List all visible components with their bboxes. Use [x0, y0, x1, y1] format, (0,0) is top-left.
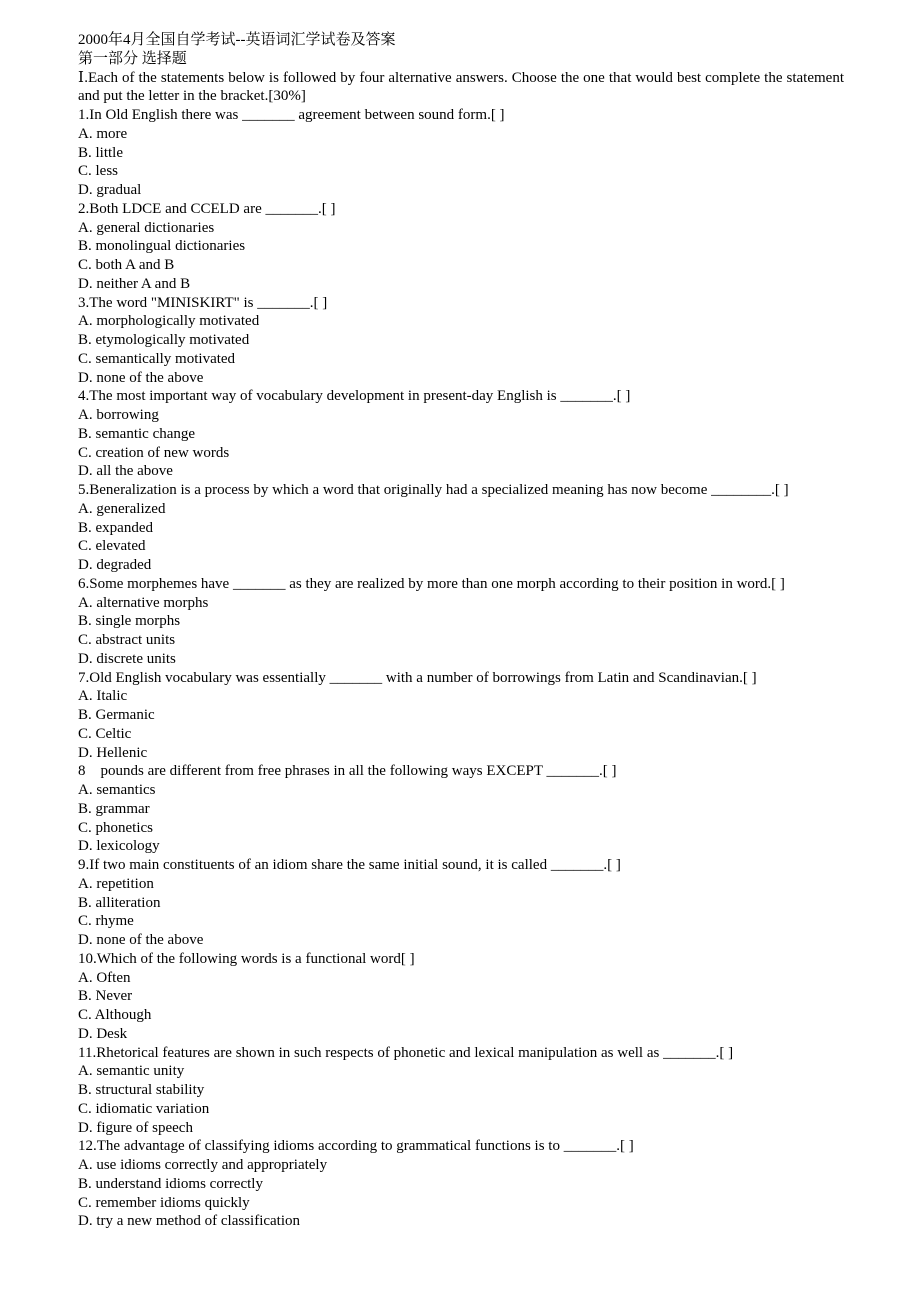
question-stem: 1.In Old English there was _______ agreement between sound form.[ ]: [78, 107, 505, 123]
answer-option: B. structural stability: [78, 1082, 205, 1098]
answer-option: C. both A and B: [78, 257, 175, 273]
answer-option: D. figure of speech: [78, 1119, 193, 1136]
answer-option: A. use idioms correctly and appropriately: [78, 1157, 328, 1173]
question-block: [78, 856, 844, 950]
question-block: [78, 575, 844, 669]
question-stem: 6.Some morphemes have _______ as they are realized by more than one morph according to their position in word.[ ]: [78, 575, 785, 592]
question-stem: 2.Both LDCE and CCELD are _______.[ ]: [78, 200, 336, 217]
question-list: [78, 106, 844, 1231]
answer-option: C. less: [78, 163, 119, 180]
answer-option: A. repetition: [78, 875, 154, 892]
answer-option: B. etymologically motivated: [78, 332, 250, 348]
answer-option: B. grammar: [78, 800, 150, 817]
question-block: [78, 106, 844, 200]
question-stem: 10.Which of the following words is a functional word[ ]: [78, 950, 415, 967]
question-stem: 5.Beneralization is a process by which a word that originally had a specialized meaning has now become ________.[ ]: [78, 482, 789, 498]
answer-option: C. idiomatic variation: [78, 1100, 210, 1117]
answer-option: C. rhyme: [78, 913, 134, 930]
answer-option: B. single morphs: [78, 613, 181, 630]
question-block: [78, 950, 844, 1044]
answer-option: D. degraded: [78, 557, 152, 573]
answer-option: C. remember idioms quickly: [78, 1194, 250, 1211]
document-page: [78, 31, 844, 1231]
answer-option: A. Italic: [78, 688, 128, 705]
answer-option: B. little: [78, 144, 123, 161]
part-heading: 第一部分 选择题: [78, 50, 187, 67]
answer-option: A. morphologically motivated: [78, 313, 260, 330]
answer-option: D. neither A and B: [78, 275, 191, 292]
question-block: [78, 669, 844, 763]
answer-option: C. Although: [78, 1007, 152, 1023]
answer-option: A. semantics: [78, 782, 156, 798]
answer-option: A. general dictionaries: [78, 219, 215, 236]
question-block: [78, 762, 844, 856]
question-stem: 12.The advantage of classifying idioms according to grammatical functions is to _______.[ ]: [78, 1138, 634, 1155]
question-stem: 3.The word "MINISKIRT" is _______.[ ]: [78, 294, 328, 311]
answer-option: A. semantic unity: [78, 1063, 185, 1080]
answer-option: A. alternative morphs: [78, 594, 209, 611]
question-stem: 9.If two main constituents of an idiom share the same initial sound, it is called _______.[ ]: [78, 857, 621, 873]
answer-option: B. Never: [78, 988, 133, 1005]
answer-option: D. try a new method of classification: [78, 1213, 301, 1230]
answer-option: D. gradual: [78, 182, 142, 198]
answer-option: B. alliteration: [78, 894, 161, 911]
answer-option: D. all the above: [78, 463, 173, 480]
answer-option: A. generalized: [78, 500, 166, 517]
answer-option: B. semantic change: [78, 425, 196, 442]
question-block: [78, 1137, 844, 1231]
question-block: [78, 387, 844, 481]
answer-option: C. phonetics: [78, 819, 153, 836]
answer-option: B. expanded: [78, 519, 153, 536]
answer-option: A. borrowing: [78, 407, 159, 423]
answer-option: C. abstract units: [78, 632, 176, 648]
answer-option: D. Hellenic: [78, 744, 148, 761]
answer-option: D. Desk: [78, 1025, 128, 1042]
answer-option: C. creation of new words: [78, 444, 230, 461]
question-stem: 4.The most important way of vocabulary development in present-day English is _______.[ ]: [78, 388, 631, 405]
answer-option: D. lexicology: [78, 838, 160, 855]
answer-option: A. Often: [78, 969, 131, 986]
answer-option: C. semantically motivated: [78, 350, 236, 367]
answer-option: B. Germanic: [78, 707, 155, 723]
answer-option: C. Celtic: [78, 725, 132, 742]
answer-option: D. discrete units: [78, 650, 176, 667]
question-block: [78, 1044, 844, 1138]
answer-option: D. none of the above: [78, 932, 204, 948]
answer-option: B. monolingual dictionaries: [78, 238, 246, 255]
question-block: [78, 200, 844, 294]
answer-option: C. elevated: [78, 538, 146, 555]
question-stem: 7.Old English vocabulary was essentially _______ with a number of borrowings from Latin and Scandinavian.[ ]: [78, 669, 757, 686]
question-stem: 11.Rhetorical features are shown in such respects of phonetic and lexical manipulation as well as _______.[ ]: [78, 1044, 734, 1061]
document-title: 2000年4月全国自学考试--英语词汇学试卷及答案: [78, 32, 396, 48]
answer-option: D. none of the above: [78, 369, 204, 386]
question-block: [78, 481, 844, 575]
question-stem: 8 pounds are different from free phrases in all the following ways EXCEPT _______.[ ]: [78, 763, 617, 780]
answer-option: A. more: [78, 125, 128, 142]
question-block: [78, 294, 844, 388]
answer-option: B. understand idioms correctly: [78, 1175, 263, 1192]
section-instructions: Ⅰ.Each of the statements below is followed by four alternative answers. Choose the one that would best complete the statement and put the letter in the bracket.[30%]: [78, 69, 844, 105]
